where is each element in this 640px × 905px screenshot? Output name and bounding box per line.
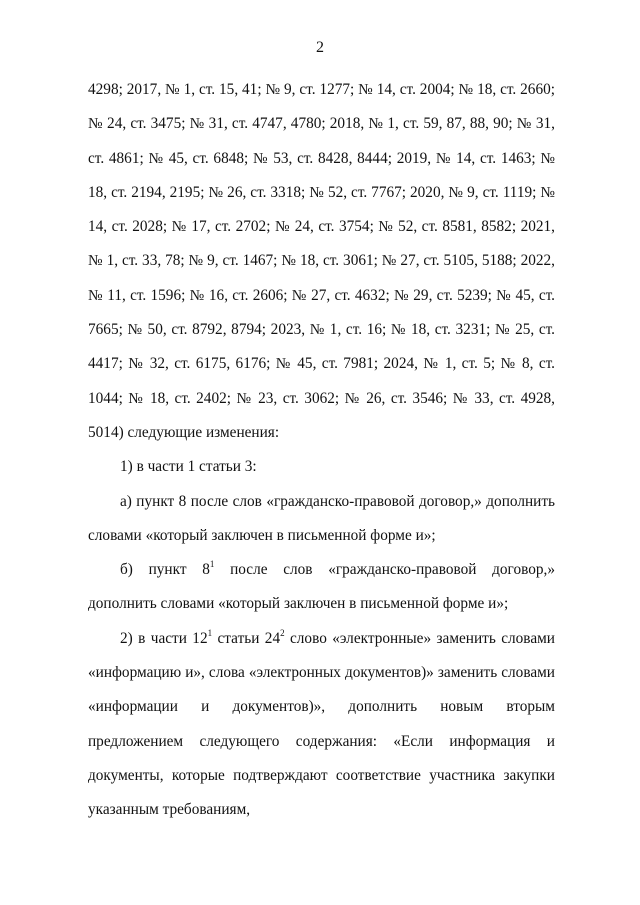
superscript-1: 1	[207, 627, 213, 638]
paragraph-item-2-text-1: 2) в части 12	[120, 629, 208, 647]
page-number: 2	[316, 39, 324, 56]
paragraph-item-1b-text-start: б) пункт 8	[120, 561, 210, 579]
superscript-2: 2	[280, 627, 285, 638]
document-body	[88, 73, 555, 828]
paragraph-item-1: 1) в части 1 статьи 3:	[120, 458, 257, 476]
paragraph-citations: 4298; 2017, № 1, ст. 15, 41; № 9, ст. 1277; № 14, ст. 2004; № 18, ст. 2660; № 24, ст. 3475; № 31, ст. 4747, 4780; 2018, № 1, ст. 59, 87, 88, 90; № 31, ст. 4861; № 45, ст. 6848; № 53, ст. 8428, 8444; 2019, № 14, ст. 1463; № 18, ст. 2194, 2195; № 26, ст. 3318; № 52, ст. 7767; 2020, № 9, ст. 1119; № 14, ст. 2028; № 17, ст. 2702; № 24, ст. 3754; № 52, ст. 8581, 8582; 2021, № 1, ст. 33, 78; № 9, ст. 1467; № 18, ст. 3061; № 27, ст. 5105, 5188; 2022, № 11, ст. 1596; № 16, ст. 2606; № 27, ст. 4632; № 29, ст. 5239; № 45, ст. 7665; № 50, ст. 8792, 8794; 2023, № 1, ст. 16; № 18, ст. 3231; № 25, ст. 4417; № 32, ст. 6175, 6176; № 45, ст. 7981; 2024, № 1, ст. 5; № 8, ст. 1044; № 18, ст. 2402; № 23, ст. 3062; № 26, ст. 3546; № 33, ст. 4928, 5014) следующие изменения:	[88, 81, 555, 441]
superscript-1: 1	[209, 559, 215, 570]
paragraph-item-2	[88, 622, 555, 828]
paragraph-item-1b-text-end: после слов «гражданско-правовой договор,» дополнить словами «который заключен в письменной форме и»;	[88, 561, 555, 613]
paragraph-item-1b	[88, 553, 555, 622]
paragraph-item-2-text-2: статьи 24	[212, 629, 281, 647]
paragraph-item-2-text-3: слово «электронные» заменить словами «информацию и», слова «электронных документов)» заменить словами «информации и документов)», дополнить новым вторым предложением следующего содержания: «Если информация и документы, которые подтверждают соответствие участника закупки указанным требованиям,	[88, 629, 555, 819]
paragraph-item-1a: а) пункт 8 после слов «гражданско-правовой договор,» дополнить словами «который заключен в письменной форме и»;	[88, 492, 555, 544]
